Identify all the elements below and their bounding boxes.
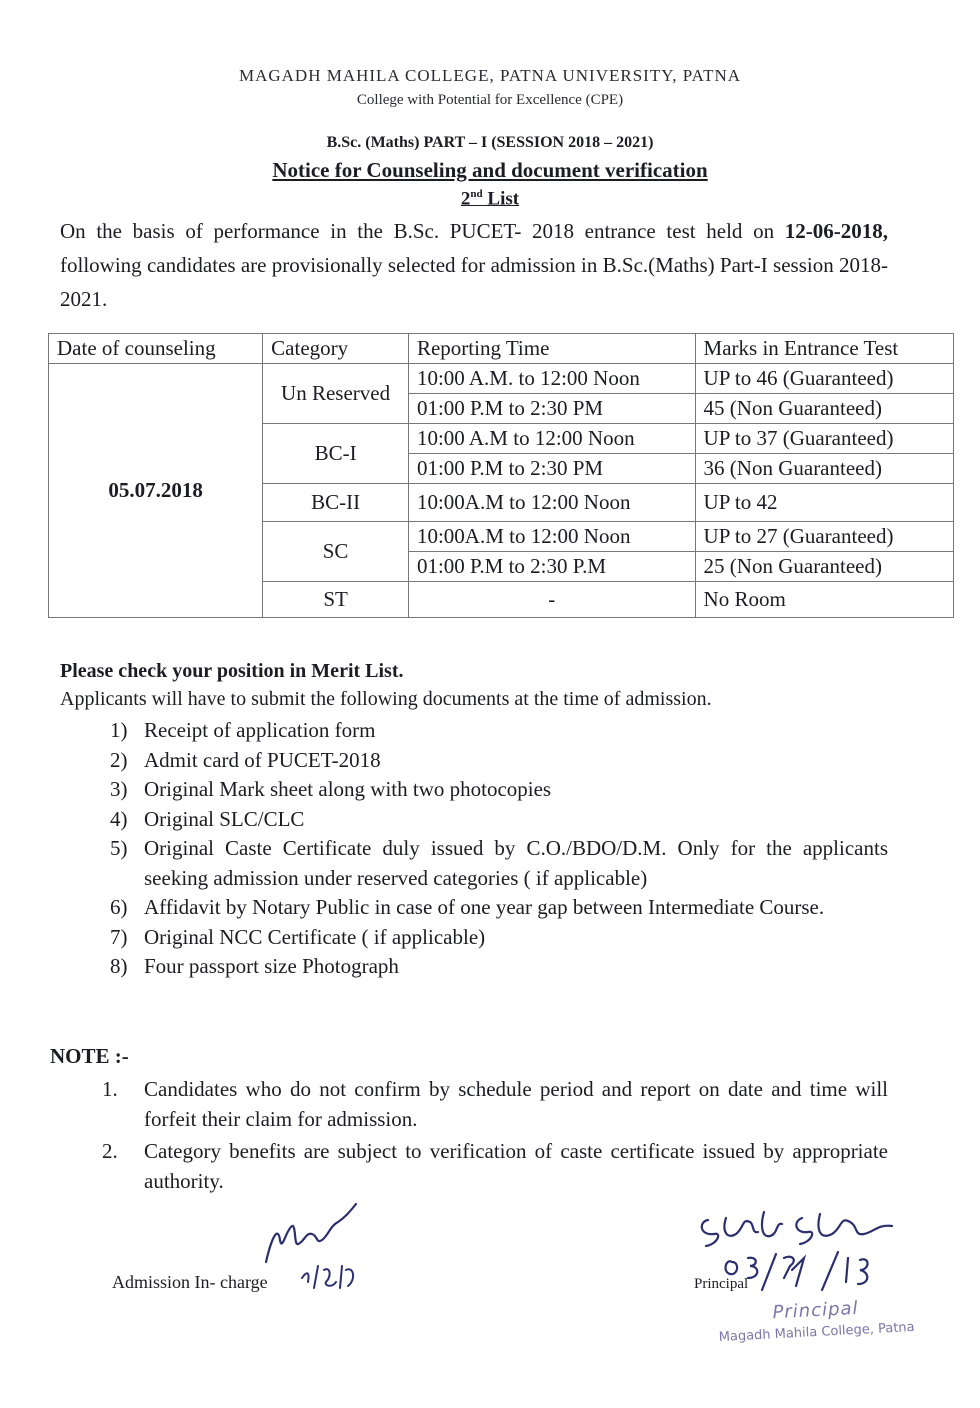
list-item <box>102 1074 888 1134</box>
time-cell: 10:00 A.M to 12:00 Noon <box>408 424 695 454</box>
item-text: Receipt of application form <box>144 718 376 742</box>
session-line: B.Sc. (Maths) PART – I (SESSION 2018 – 2021) <box>326 134 654 151</box>
list-number: 2 <box>460 188 471 210</box>
header-reporting-time: Reporting Time <box>408 334 695 364</box>
item-number: 8) <box>110 954 128 978</box>
item-number: 2) <box>110 747 128 772</box>
item-text: Category benefits are subject to verification of caste certificate issued by appropriate authority. <box>144 1139 888 1193</box>
notes-list <box>102 1074 888 1198</box>
item-number: 2. <box>102 1139 118 1163</box>
principal-stamp <box>695 1294 937 1347</box>
item-text: Original NCC Certificate ( if applicable) <box>144 924 486 949</box>
item-number: 1) <box>110 718 128 742</box>
marks-cell: No Room <box>695 582 953 618</box>
admission-incharge-signature <box>258 1196 378 1296</box>
list-item <box>110 775 888 805</box>
time-cell: 01:00 P.M to 2:30 PM <box>408 394 695 424</box>
stamp-line-2: Magadh Mahila College, Patna <box>718 1319 915 1346</box>
header-date: Date of counseling <box>49 334 263 364</box>
marks-cell: 45 (Non Guaranteed) <box>695 394 953 424</box>
documents-intro: Applicants will have to submit the following documents at the time of admission. <box>60 688 712 710</box>
list-item <box>110 952 888 982</box>
item-text: Original SLC/CLC <box>144 806 305 831</box>
principal-label: Principal <box>694 1276 749 1292</box>
marks-cell: UP to 27 (Guaranteed) <box>695 522 953 552</box>
category-cell: BC-II <box>263 484 409 522</box>
item-text: Original Caste Certificate duly issued by C.O./BDO/D.M. Only for the applicants seeking admission under reserved categories ( if applicable) <box>144 836 888 890</box>
table-header-row <box>49 334 954 364</box>
category-cell: BC-I <box>263 424 409 484</box>
intro-text-2: following candidates are provisionally selected for admission in B.Sc.(Maths) Part-I session 2018-2021. <box>60 253 888 311</box>
time-cell: 10:00A.M to 12:00 Noon <box>408 484 695 522</box>
notice-title: Notice for Counseling and document verification <box>272 158 708 182</box>
item-text: Affidavit by Notary Public in case of one year gap between Intermediate Course. <box>144 895 825 919</box>
time-cell: - <box>408 582 695 618</box>
marks-cell: UP to 42 <box>695 484 953 522</box>
list-label <box>0 188 980 210</box>
item-number: 5) <box>110 836 128 860</box>
category-cell: Un Reserved <box>263 364 409 424</box>
marks-cell: UP to 46 (Guaranteed) <box>695 364 953 394</box>
time-cell: 01:00 P.M to 2:30 PM <box>408 454 695 484</box>
list-suffix: nd <box>470 188 483 200</box>
list-item <box>110 716 888 746</box>
note-heading: NOTE :- <box>50 1044 129 1068</box>
college-name: MAGADH MAHILA COLLEGE, PATNA UNIVERSITY, PATNA <box>238 66 742 85</box>
item-number: 7) <box>110 924 128 949</box>
item-text: Candidates who do not confirm by schedule period and report on date and time will forfeit their claim for admission. <box>144 1077 888 1131</box>
list-item <box>102 1136 888 1196</box>
category-cell: ST <box>263 582 409 618</box>
marks-cell: 25 (Non Guaranteed) <box>695 552 953 582</box>
marks-cell: UP to 37 (Guaranteed) <box>695 424 953 454</box>
list-item <box>110 746 888 776</box>
item-number: 1. <box>102 1077 118 1101</box>
item-text: Four passport size Photograph <box>144 954 399 978</box>
header-marks: Marks in Entrance Test <box>695 334 953 364</box>
item-number: 4) <box>110 806 128 831</box>
merit-list-heading: Please check your position in Merit List. <box>60 660 404 682</box>
intro-paragraph <box>60 214 888 316</box>
intro-text-1: On the basis of performance in the B.Sc. PUCET- 2018 entrance test held on <box>60 219 785 243</box>
test-date: 12-06-2018, <box>784 219 888 243</box>
item-text: Admit card of PUCET-2018 <box>144 747 381 772</box>
marks-cell: 36 (Non Guaranteed) <box>695 454 953 484</box>
admission-incharge-label: Admission In- charge <box>112 1272 268 1292</box>
counseling-table <box>48 333 954 618</box>
item-number: 6) <box>110 895 128 919</box>
list-item <box>110 805 888 835</box>
documents-list <box>110 716 888 982</box>
list-item <box>110 834 888 893</box>
item-text: Original Mark sheet along with two photocopies <box>144 777 552 801</box>
time-cell: 01:00 P.M to 2:30 P.M <box>408 552 695 582</box>
header-category: Category <box>263 334 409 364</box>
stamp-line-1: Principal <box>771 1297 860 1324</box>
table-row <box>49 364 954 394</box>
list-item <box>110 893 888 923</box>
item-number: 3) <box>110 777 128 801</box>
time-cell: 10:00A.M to 12:00 Noon <box>408 522 695 552</box>
counseling-date: 05.07.2018 <box>49 364 263 618</box>
list-item <box>110 923 888 953</box>
time-cell: 10:00 A.M. to 12:00 Noon <box>408 364 695 394</box>
category-cell: SC <box>263 522 409 582</box>
college-subtitle: College with Potential for Excellence (CPE) <box>356 92 624 108</box>
list-word: List <box>487 188 520 210</box>
